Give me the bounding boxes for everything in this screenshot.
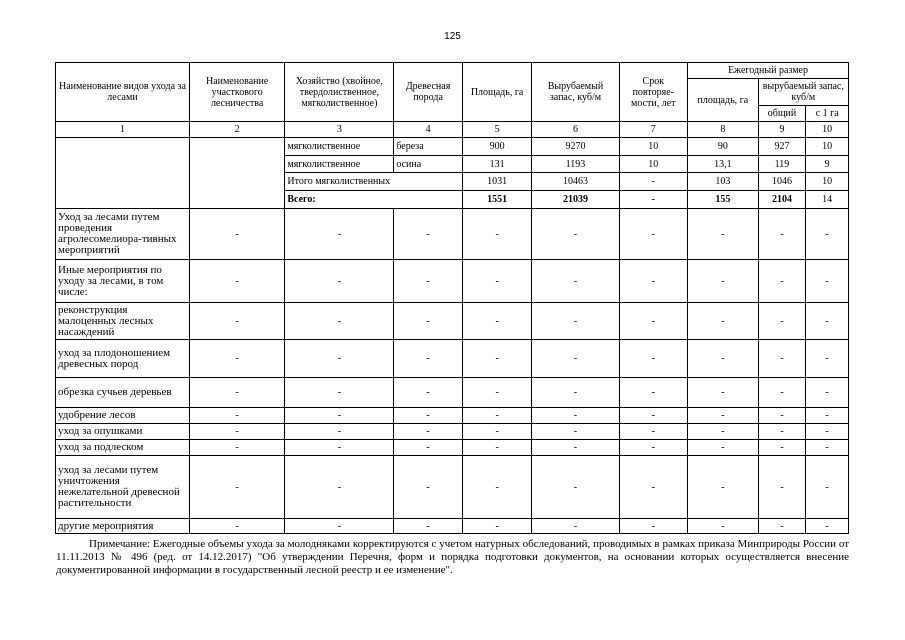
subtotal-label: Итого мягколиственных — [285, 173, 462, 191]
dash-cell: - — [394, 456, 463, 519]
dash-cell: - — [189, 209, 284, 260]
dash-cell: - — [394, 519, 463, 534]
period-cell: 10 — [619, 156, 688, 173]
dash-cell: - — [394, 424, 463, 440]
annual-total-cell: 927 — [758, 138, 806, 156]
dash-cell: - — [806, 303, 849, 340]
dash-cell: - — [758, 440, 806, 456]
header-total: общий — [758, 106, 806, 122]
header-activity-type: Наименование видов ухода за лесами — [56, 63, 190, 122]
activity-row — [56, 440, 849, 456]
volume-cell: 10463 — [532, 173, 619, 191]
header-annual-volume: вырубаемый запас, куб/м — [758, 79, 848, 106]
period-cell: 10 — [619, 138, 688, 156]
dash-cell: - — [532, 260, 619, 303]
dash-cell: - — [189, 303, 284, 340]
empty-cell — [189, 138, 284, 209]
activity-name: уход за плодоношением древесных пород — [56, 340, 190, 378]
annual-per-ha-cell: 10 — [806, 138, 849, 156]
dash-cell: - — [285, 408, 394, 424]
annual-total-cell: 119 — [758, 156, 806, 173]
activity-name: уход за лесами путем уничтожения нежелательной древесной растительности — [56, 456, 190, 519]
dash-cell: - — [462, 440, 532, 456]
activity-name: обрезка сучьев деревьев — [56, 378, 190, 408]
dash-cell: - — [285, 303, 394, 340]
dash-cell: - — [532, 519, 619, 534]
dash-cell: - — [619, 340, 688, 378]
dash-cell: - — [189, 260, 284, 303]
header-row — [56, 63, 849, 79]
dash-cell: - — [189, 456, 284, 519]
dash-cell: - — [532, 424, 619, 440]
dash-cell: - — [688, 456, 759, 519]
dash-cell: - — [532, 303, 619, 340]
column-number: 10 — [806, 122, 849, 138]
annual-total-cell: 2104 — [758, 191, 806, 209]
column-number: 6 — [532, 122, 619, 138]
activity-name: реконструкция малоценных лесных насаждений — [56, 303, 190, 340]
economy-cell: мягколиственное — [285, 138, 394, 156]
dash-cell: - — [806, 378, 849, 408]
dash-cell: - — [285, 456, 394, 519]
empty-cell — [56, 138, 190, 209]
dash-cell: - — [619, 519, 688, 534]
dash-cell: - — [394, 378, 463, 408]
header-per-ha: с 1 га — [806, 106, 849, 122]
dash-cell: - — [189, 440, 284, 456]
dash-cell: - — [285, 260, 394, 303]
footnote — [56, 538, 849, 577]
dash-cell: - — [619, 209, 688, 260]
dash-cell: - — [619, 260, 688, 303]
dash-cell: - — [688, 424, 759, 440]
dash-cell: - — [758, 456, 806, 519]
column-number: 4 — [394, 122, 463, 138]
dash-cell: - — [619, 408, 688, 424]
dash-cell: - — [462, 340, 532, 378]
dash-cell: - — [619, 303, 688, 340]
activity-row — [56, 456, 849, 519]
dash-cell: - — [532, 209, 619, 260]
dash-cell: - — [688, 209, 759, 260]
dash-cell: - — [394, 440, 463, 456]
dash-cell: - — [806, 440, 849, 456]
area-cell: 131 — [462, 156, 532, 173]
dash-cell: - — [285, 424, 394, 440]
table-body — [56, 63, 849, 534]
column-number: 8 — [688, 122, 759, 138]
header-annual-area: площадь, га — [688, 79, 759, 122]
period-cell: - — [619, 191, 688, 209]
dash-cell: - — [532, 440, 619, 456]
activity-name: другие мероприятия — [56, 519, 190, 534]
dash-cell: - — [619, 424, 688, 440]
dash-cell: - — [806, 260, 849, 303]
dash-cell: - — [532, 456, 619, 519]
volume-cell: 9270 — [532, 138, 619, 156]
annual-area-cell: 13,1 — [688, 156, 759, 173]
activity-name: уход за опушками — [56, 424, 190, 440]
volume-cell: 1193 — [532, 156, 619, 173]
dash-cell: - — [285, 440, 394, 456]
dash-cell: - — [462, 260, 532, 303]
dash-cell: - — [462, 408, 532, 424]
dash-cell: - — [758, 519, 806, 534]
activity-name: удобрение лесов — [56, 408, 190, 424]
dash-cell: - — [462, 378, 532, 408]
dash-cell: - — [688, 440, 759, 456]
dash-cell: - — [758, 408, 806, 424]
annual-per-ha-cell: 10 — [806, 173, 849, 191]
column-number: 9 — [758, 122, 806, 138]
dash-cell: - — [688, 340, 759, 378]
dash-cell: - — [285, 340, 394, 378]
dash-cell: - — [394, 209, 463, 260]
dash-cell: - — [394, 303, 463, 340]
species-cell: береза — [394, 138, 463, 156]
dash-cell: - — [688, 378, 759, 408]
activity-row — [56, 408, 849, 424]
dash-cell: - — [688, 519, 759, 534]
header-forestry: Наименование участкового лесничества — [189, 63, 284, 122]
column-number: 5 — [462, 122, 532, 138]
activity-row — [56, 378, 849, 408]
dash-cell: - — [806, 519, 849, 534]
dash-cell: - — [394, 260, 463, 303]
dash-cell: - — [806, 408, 849, 424]
annual-area-cell: 103 — [688, 173, 759, 191]
activity-row — [56, 340, 849, 378]
activity-row — [56, 209, 849, 260]
dash-cell: - — [462, 456, 532, 519]
forest-care-table — [55, 62, 849, 534]
activity-row — [56, 260, 849, 303]
dash-cell: - — [462, 303, 532, 340]
activity-name: Уход за лесами путем проведения агролесомелиора-тивных мероприятий — [56, 209, 190, 260]
dash-cell: - — [532, 378, 619, 408]
dash-cell: - — [688, 303, 759, 340]
activity-row — [56, 424, 849, 440]
area-cell: 1031 — [462, 173, 532, 191]
dash-cell: - — [806, 209, 849, 260]
header-economy: Хозяйство (хвойное, твердолиственное, мягколиственное) — [285, 63, 394, 122]
header-species: Древесная порода — [394, 63, 463, 122]
dash-cell: - — [462, 519, 532, 534]
dash-cell: - — [758, 260, 806, 303]
dash-cell: - — [189, 519, 284, 534]
dash-cell: - — [285, 378, 394, 408]
dash-cell: - — [189, 424, 284, 440]
dash-cell: - — [806, 340, 849, 378]
annual-per-ha-cell: 14 — [806, 191, 849, 209]
page-number: 125 — [444, 31, 461, 42]
annual-total-cell: 1046 — [758, 173, 806, 191]
grand-total-label: Всего: — [285, 191, 462, 209]
activity-row — [56, 519, 849, 534]
species-cell: осина — [394, 156, 463, 173]
dash-cell: - — [758, 424, 806, 440]
dash-cell: - — [394, 340, 463, 378]
activity-row — [56, 303, 849, 340]
annual-area-cell: 90 — [688, 138, 759, 156]
dash-cell: - — [688, 260, 759, 303]
header-area: Площадь, га — [462, 63, 532, 122]
dash-cell: - — [462, 209, 532, 260]
volume-cell: 21039 — [532, 191, 619, 209]
footnote-text: Примечание: Ежегодные объемы ухода за молодняками корректируются с учетом натурных обследований, проводимых в рамках приказа Минприроды России от 11.11.2013 № 496 (ред. от 14.12.2017) "Об утверждении Перечня, форм и порядка подготовки документов, на основании которых осуществляется внесение документированной информации в государственный лесной реестр и ее изменение". — [56, 538, 849, 576]
column-number: 3 — [285, 122, 394, 138]
column-number: 7 — [619, 122, 688, 138]
annual-per-ha-cell: 9 — [806, 156, 849, 173]
dash-cell: - — [285, 209, 394, 260]
period-cell: - — [619, 173, 688, 191]
column-numbers-row — [56, 122, 849, 138]
column-number: 1 — [56, 122, 190, 138]
dash-cell: - — [619, 456, 688, 519]
dash-cell: - — [619, 378, 688, 408]
dash-cell: - — [806, 456, 849, 519]
area-cell: 900 — [462, 138, 532, 156]
dash-cell: - — [758, 340, 806, 378]
area-cell: 1551 — [462, 191, 532, 209]
dash-cell: - — [462, 424, 532, 440]
dash-cell: - — [758, 378, 806, 408]
dash-cell: - — [688, 408, 759, 424]
dash-cell: - — [394, 408, 463, 424]
column-number: 2 — [189, 122, 284, 138]
dash-cell: - — [532, 408, 619, 424]
dash-cell: - — [758, 303, 806, 340]
activity-name: Иные мероприятия по уходу за лесами, в том числе: — [56, 260, 190, 303]
dash-cell: - — [758, 209, 806, 260]
table-row — [56, 138, 849, 156]
dash-cell: - — [285, 519, 394, 534]
annual-area-cell: 155 — [688, 191, 759, 209]
header-period: Срок повторяе-мости, лет — [619, 63, 688, 122]
dash-cell: - — [532, 340, 619, 378]
economy-cell: мягколиственное — [285, 156, 394, 173]
header-annual: Ежегодный размер — [688, 63, 849, 79]
dash-cell: - — [189, 408, 284, 424]
dash-cell: - — [619, 440, 688, 456]
dash-cell: - — [189, 378, 284, 408]
dash-cell: - — [806, 424, 849, 440]
activity-name: уход за подлеском — [56, 440, 190, 456]
dash-cell: - — [189, 340, 284, 378]
header-volume: Вырубаемый запас, куб/м — [532, 63, 619, 122]
